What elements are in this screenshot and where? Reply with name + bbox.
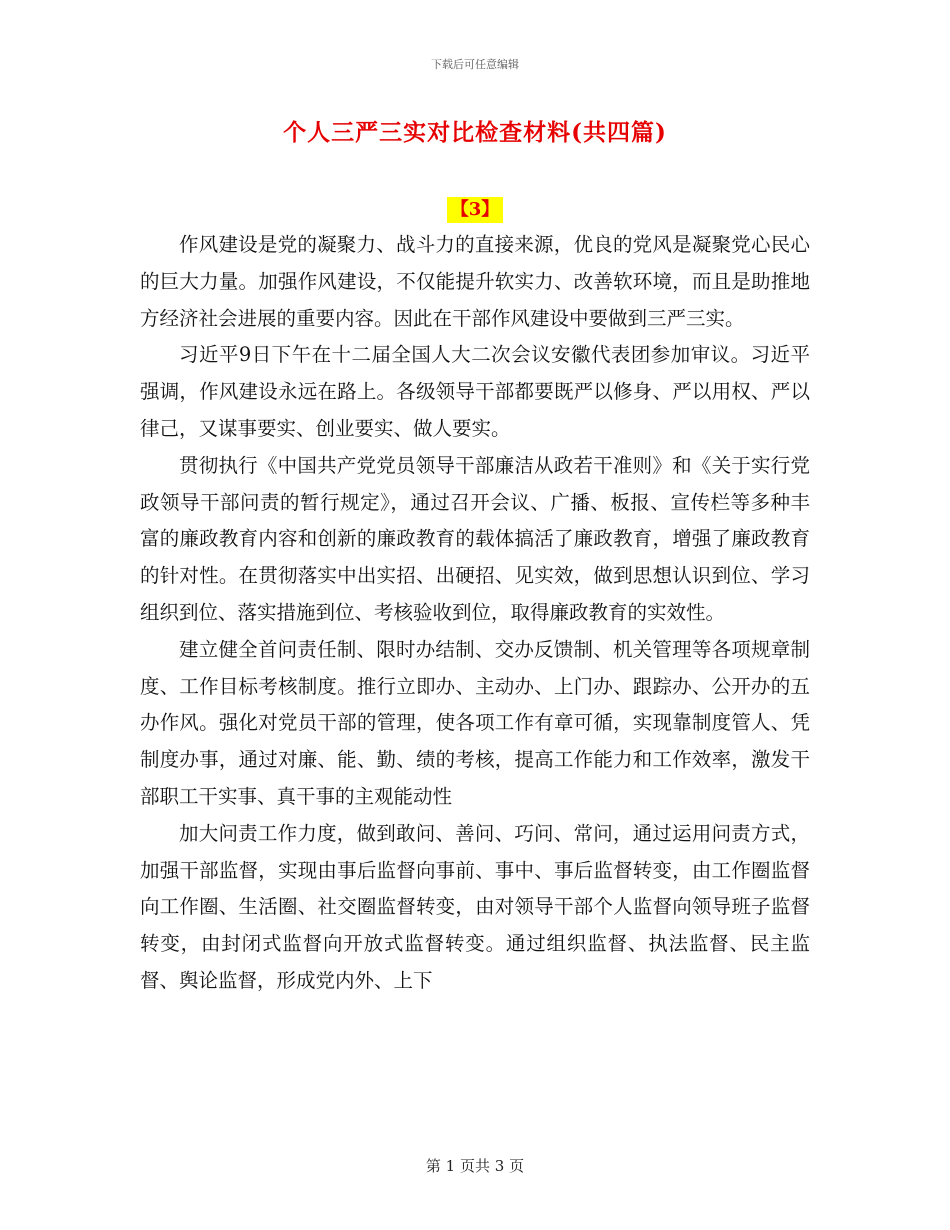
section-heading — [0, 197, 950, 223]
document-body — [140, 227, 810, 1000]
paragraph: 加大问责工作力度，做到敢问、善问、巧问、常问，通过运用问责方式，加强干部监督，实现由事后监督向事前、事中、事后监督转变，由工作圈监督向工作圈、生活圈、社交圈监督转变，由对领导干部个人监督向领导班子监督转变，由封闭式监督向开放式监督转变。通过组织监督、执法监督、民主监督、舆论监督，形成党内外、上下 — [140, 821, 810, 992]
paragraph: 建立健全首问责任制、限时办结制、交办反馈制、机关管理等各项规章制度、工作目标考核制度。推行立即办、主动办、上门办、跟踪办、公开办的五办作风。强化对党员干部的管理，使各项工作有章可循，实现靠制度管人、凭制度办事，通过对廉、能、勤、绩的考核，提高工作能力和工作效率，激发干部职工干实事、真干事的主观能动性 — [140, 637, 810, 808]
paragraph: 作风建设是党的凝聚力、战斗力的直接来源，优良的党风是凝聚党心民心的巨大力量。加强作风建设，不仅能提升软实力、改善软环境，而且是助推地方经济社会进展的重要内容。因此在干部作风建设中要做到三严三实。 — [140, 233, 810, 330]
page-footer: 第 1 页共 3 页 — [425, 1157, 525, 1175]
paragraph: 习近平9日下午在十二届全国人大二次会议安徽代表团参加审议。习近平强调，作风建设永远在路上。各级领导干部都要既严以修身、严以用权、严以律己，又谋事要实、创业要实、做人要实。 — [140, 343, 810, 440]
section-tag: 【3】 — [447, 197, 504, 223]
header-note: 下载后可任意编辑 — [431, 58, 519, 71]
paragraph: 贯彻执行《中国共产党党员领导干部廉洁从政若干准则》和《关于实行党政领导干部问责的暂行规定》，通过召开会议、广播、板报、宣传栏等多种丰富的廉政教育内容和创新的廉政教育的载体搞活了廉政教育，增强了廉政教育的针对性。在贯彻落实中出实招、出硬招、见实效，做到思想认识到位、学习组织到位、落实措施到位、考核验收到位，取得廉政教育的实效性。 — [140, 453, 810, 624]
document-title: 个人三严三实对比检查材料(共四篇) — [283, 119, 667, 146]
